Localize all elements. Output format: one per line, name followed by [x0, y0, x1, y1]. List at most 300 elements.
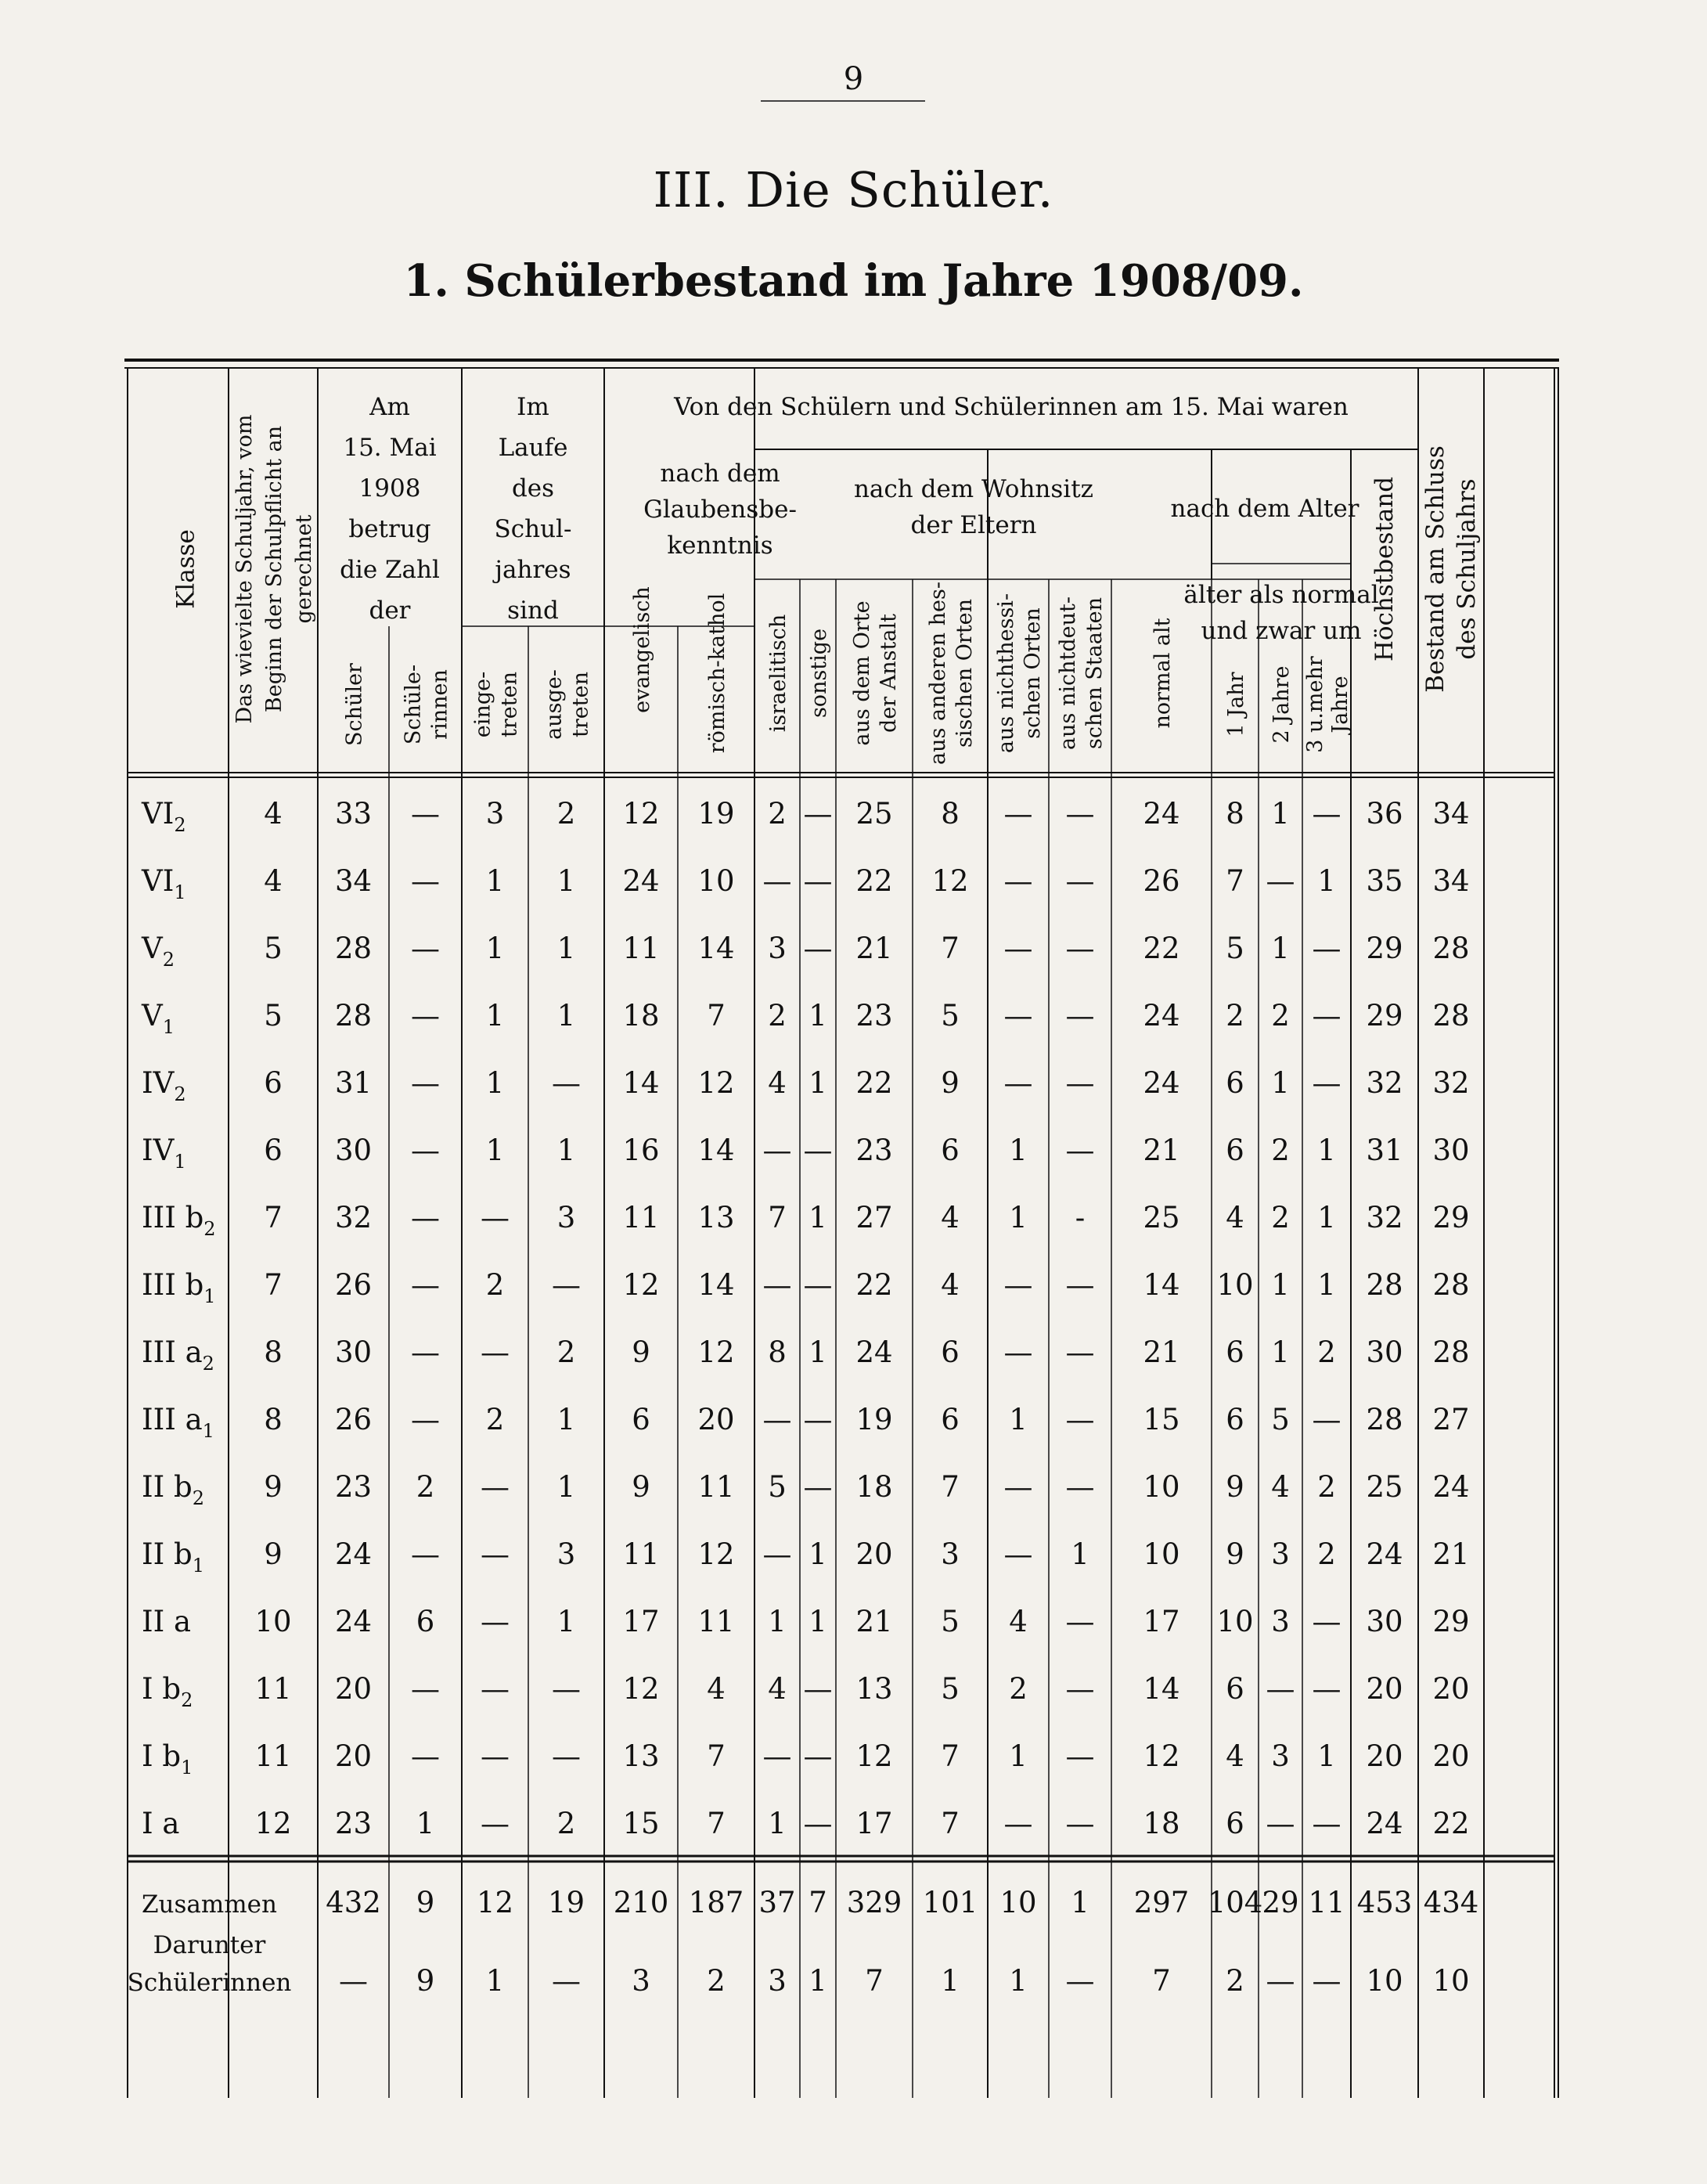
row-klasse: $IV_2$	[142, 1066, 186, 1105]
table-cell: 28	[1432, 999, 1470, 1033]
header-schueler-line: Schüler	[342, 663, 367, 746]
table-cell: 32	[334, 1201, 373, 1234]
header-alter: nach dem Alter	[1170, 495, 1359, 523]
table-cell: 34	[334, 864, 373, 898]
table-cell: —	[762, 864, 792, 898]
totals-cell: 297	[1133, 1886, 1190, 1919]
table-cell: 28	[1366, 1403, 1403, 1436]
row-klasse-subscript: 1	[202, 1420, 214, 1442]
table-cell: —	[803, 932, 833, 965]
header-schuljahr	[232, 415, 316, 724]
table-cell: 4	[264, 864, 283, 898]
table-cell: 4	[768, 1066, 787, 1100]
table-cell: —	[1003, 1537, 1033, 1571]
table-cell: 12	[697, 1066, 735, 1100]
table-cell: —	[803, 1470, 833, 1504]
row-klasse: $V_1$	[142, 999, 175, 1038]
table-cell: 2	[1009, 1672, 1028, 1706]
table-cell: 24	[1143, 999, 1180, 1033]
table-cell: 26	[1143, 864, 1180, 898]
table-cell: —	[411, 932, 440, 965]
header-nichthessischen-line: schen Orten	[1021, 607, 1045, 739]
table-cell: 22	[855, 1066, 893, 1100]
table-cell: 1	[1071, 1537, 1089, 1571]
table-cell: 13	[855, 1672, 893, 1706]
table-cell: 28	[1432, 1335, 1470, 1369]
header-1-jahr-line: 1 Jahr	[1224, 672, 1248, 737]
header-orte-anstalt-line: aus dem Orte	[850, 600, 874, 746]
table-cell: 6	[632, 1403, 650, 1436]
table-cell: 29	[1432, 1201, 1470, 1234]
header-hoechstbestand-line: Höchstbestand	[1370, 476, 1399, 662]
table-cell: 31	[1366, 1133, 1403, 1167]
header-bestand-schluss-line: des Schuljahrs	[1453, 478, 1481, 660]
table-cell: 4	[941, 1268, 960, 1302]
table-cell: 2	[1317, 1335, 1336, 1369]
table-cell: 7	[707, 1739, 726, 1773]
table-cell: 24	[334, 1537, 373, 1571]
table-cell: 1	[768, 1605, 787, 1638]
table-cell: 1	[808, 1537, 827, 1571]
table-cell: 4	[1226, 1739, 1244, 1773]
table-cell: —	[1003, 864, 1033, 898]
table-cell: 10	[1143, 1470, 1180, 1504]
table-cell: 9	[632, 1470, 650, 1504]
table-cell: 9	[632, 1335, 650, 1369]
table-cell: 30	[334, 1335, 373, 1369]
table-cell: 8	[768, 1335, 787, 1369]
header-3-jahre	[1303, 656, 1352, 753]
table-cell: 1	[556, 932, 576, 965]
table-cell: 7	[707, 1807, 726, 1840]
header-1-jahr	[1224, 672, 1248, 737]
darunter-cell: 1	[808, 1964, 827, 1998]
table-cell: 1	[1271, 797, 1290, 831]
table-cell: —	[411, 1739, 440, 1773]
table-cell: 3	[556, 1537, 576, 1571]
table-cell: 6	[1226, 1403, 1244, 1436]
header-eingetreten-line: treten	[497, 672, 522, 737]
row-klasse-subscript: 2	[192, 1487, 204, 1509]
table-cell: 15	[622, 1807, 660, 1840]
totals-cell: 1	[1071, 1886, 1089, 1919]
header-sonstige	[807, 629, 831, 718]
table-cell: 30	[334, 1133, 373, 1167]
table-cell: —	[1003, 932, 1033, 965]
table-cell: 28	[1432, 1268, 1470, 1302]
table-cell: 2	[1317, 1537, 1336, 1571]
table-cell: 15	[1143, 1403, 1180, 1436]
header-im: Laufe	[498, 434, 568, 462]
darunter-cell: 9	[416, 1964, 435, 1998]
table-cell: 32	[1432, 1066, 1470, 1100]
table-cell: 32	[1366, 1066, 1403, 1100]
table-cell: 25	[1366, 1470, 1403, 1504]
table-cell: 1	[556, 999, 576, 1033]
table-cell: —	[803, 1403, 833, 1436]
row-klasse: $V_2$	[142, 932, 175, 971]
table-cell: 1	[1009, 1739, 1028, 1773]
darunter-cell: 7	[1152, 1964, 1171, 1998]
darunter-cell: —	[1266, 1964, 1295, 1998]
table-cell: —	[411, 1335, 440, 1369]
table-cell: 1	[1317, 864, 1336, 898]
header-aelter: und zwar um	[1201, 617, 1362, 645]
table-cell: —	[1266, 1672, 1295, 1706]
table-cell: —	[1065, 1807, 1095, 1840]
header-orte-anstalt-line: der Anstalt	[877, 614, 901, 733]
table-cell: —	[1065, 1335, 1095, 1369]
table-cell: —	[481, 1335, 510, 1369]
table-cell: 12	[622, 797, 660, 831]
table-cell: —	[411, 1537, 440, 1571]
table-cell: 5	[768, 1470, 787, 1504]
table-cell: 8	[264, 1335, 283, 1369]
table-cell: 4	[1226, 1201, 1244, 1234]
darunter-cell: —	[552, 1964, 581, 1998]
table-cell: —	[1065, 864, 1095, 898]
table-cell: 5	[941, 1605, 960, 1638]
header-nichthessischen-line: aus nichthessi-	[994, 593, 1018, 754]
table-cell: 1	[485, 864, 505, 898]
table-cell: —	[1065, 1133, 1095, 1167]
table-cell: —	[1003, 1470, 1033, 1504]
header-am: der	[369, 596, 411, 625]
table-cell: 1	[808, 1335, 827, 1369]
totals-cell: 210	[613, 1886, 669, 1919]
totals-cell: 104	[1207, 1886, 1263, 1919]
table-cell: 4	[1271, 1470, 1290, 1504]
table-cell: 25	[1143, 1201, 1180, 1234]
table-cell: —	[1065, 1672, 1095, 1706]
table-cell: 1	[1009, 1201, 1028, 1234]
table-cell: —	[1312, 1605, 1341, 1638]
table-cell: 23	[334, 1807, 373, 1840]
header-wohnsitz: nach dem Wohnsitz	[853, 475, 1094, 503]
table-cell: 16	[622, 1133, 660, 1167]
header-schueler	[343, 663, 367, 746]
header-katholisch-line: römisch-kathol	[705, 593, 729, 754]
table-cell: 28	[1432, 932, 1470, 965]
totals-label: Zusammen	[142, 1890, 277, 1919]
table-cell: 12	[254, 1807, 292, 1840]
table-cell: 21	[855, 932, 893, 965]
header-eingetreten-line: einge-	[470, 671, 495, 738]
table-cell: 7	[941, 932, 960, 965]
header-bestand-schluss-line: Bestand am Schluss	[1421, 445, 1450, 693]
table-cell: 9	[1226, 1470, 1244, 1504]
subsection-title: 1. Schülerbestand im Jahre 1908/09.	[403, 255, 1304, 307]
table-cell: 1	[1271, 1335, 1290, 1369]
table-cell: 22	[855, 1268, 893, 1302]
table-cell: —	[1065, 932, 1095, 965]
table-cell: —	[1065, 1268, 1095, 1302]
table-cell: —	[1003, 1066, 1033, 1100]
row-klasse-subscript: 2	[162, 949, 175, 971]
table-cell: 20	[855, 1537, 893, 1571]
table-cell: 32	[1366, 1201, 1403, 1234]
table-cell: —	[803, 1268, 833, 1302]
table-cell: 6	[941, 1335, 960, 1369]
row-klasse: III $b_1$	[142, 1268, 216, 1307]
header-glauben: Glaubensbe-	[643, 496, 797, 524]
table-cell: —	[411, 999, 440, 1033]
totals-cell: 19	[547, 1886, 585, 1919]
header-evangelisch	[630, 586, 654, 713]
header-glauben: kenntnis	[667, 532, 773, 560]
table-cell: 20	[334, 1672, 373, 1706]
table-cell: 21	[1143, 1335, 1180, 1369]
table-cell: —	[1065, 1470, 1095, 1504]
table-cell: 3	[485, 797, 505, 831]
header-normal-alt-line: normal alt	[1151, 618, 1175, 729]
table-cell: 1	[1317, 1268, 1336, 1302]
row-klasse: $IV_1$	[142, 1133, 186, 1173]
table-cell: 2	[1271, 1201, 1290, 1234]
totals-cell: 12	[476, 1886, 514, 1919]
header-nichthessischen	[994, 593, 1045, 753]
table-cell: 1	[556, 1403, 576, 1436]
totals-cell: 9	[416, 1886, 435, 1919]
table-cell: 27	[1432, 1403, 1470, 1436]
table-cell: 14	[1143, 1268, 1180, 1302]
table-cell: 23	[855, 1133, 893, 1167]
table-cell: 7	[768, 1201, 787, 1234]
darunter-cell: 7	[865, 1964, 884, 1998]
darunter-cell: 1	[941, 1964, 960, 1998]
table-cell: 6	[1226, 1672, 1244, 1706]
darunter-cell: 1	[1009, 1964, 1028, 1998]
table-cell: 3	[1271, 1537, 1290, 1571]
totals-cell: 329	[846, 1886, 902, 1919]
totals-cell: 7	[808, 1886, 827, 1919]
table-cell: 7	[264, 1268, 283, 1302]
header-normal-alt	[1151, 618, 1175, 728]
header-orte-anstalt	[850, 600, 901, 745]
table-cell: 34	[1432, 797, 1470, 831]
table-cell: 11	[254, 1672, 292, 1706]
header-am: betrug	[348, 515, 431, 543]
table-cell: 12	[697, 1537, 735, 1571]
row-klasse-subscript: 2	[181, 1689, 193, 1711]
table-cell: 23	[855, 999, 893, 1033]
table-cell: —	[411, 1268, 440, 1302]
table-cell: 7	[941, 1470, 960, 1504]
table-cell: 1	[556, 864, 576, 898]
table-cell: 11	[622, 1201, 660, 1234]
table-cell: 34	[1432, 864, 1470, 898]
table-cell: 12	[697, 1335, 735, 1369]
table-cell: —	[411, 797, 440, 831]
header-2-jahre	[1269, 666, 1294, 744]
table-cell: —	[803, 797, 833, 831]
table-cell: 11	[622, 1537, 660, 1571]
table-cell: 6	[941, 1133, 960, 1167]
table-cell: 17	[855, 1807, 893, 1840]
table-cell: 26	[334, 1268, 373, 1302]
table-cell: 11	[697, 1470, 735, 1504]
table-cell: —	[762, 1133, 792, 1167]
header-klasse	[172, 529, 200, 609]
header-im: Schul-	[494, 515, 572, 543]
table-cell: 10	[1216, 1605, 1254, 1638]
table-cell: —	[1266, 864, 1295, 898]
darunter-cell: 10	[1432, 1964, 1470, 1998]
header-am: 15. Mai	[343, 434, 437, 462]
table-cell: —	[481, 1201, 510, 1234]
table-cell: 5	[1226, 932, 1244, 965]
table-cell: 1	[808, 1066, 827, 1100]
table-cell: 17	[1143, 1605, 1180, 1638]
table-cell: 12	[622, 1268, 660, 1302]
table-cell: —	[1065, 999, 1095, 1033]
table-cell: 27	[855, 1201, 893, 1234]
header-im: jahres	[495, 556, 571, 584]
totals-cell: 453	[1356, 1886, 1413, 1919]
table-cell: 4	[264, 797, 283, 831]
table-cell: 2	[556, 1335, 576, 1369]
table-cell: 7	[941, 1807, 960, 1840]
table-cell: 29	[1366, 932, 1403, 965]
table-cell: 3	[941, 1537, 960, 1571]
totals-cell: 37	[758, 1886, 796, 1919]
header-bestand-schluss	[1421, 445, 1481, 693]
header-israelitisch-line: israelitisch	[766, 614, 790, 733]
header-katholisch	[705, 593, 729, 753]
table-cell: 19	[855, 1403, 893, 1436]
table-cell: 30	[1366, 1605, 1403, 1638]
header-nichtdeutschen	[1056, 596, 1107, 750]
table-cell: 4	[768, 1672, 787, 1706]
table-cell: —	[803, 1133, 833, 1167]
table-cell: —	[1003, 1268, 1033, 1302]
table-cell: 12	[622, 1672, 660, 1706]
row-klasse: I $b_1$	[142, 1739, 193, 1779]
table-cell: 2	[1226, 999, 1244, 1033]
darunter-cell: —	[1065, 1964, 1095, 1998]
table-cell: —	[411, 864, 440, 898]
table-cell: 28	[334, 932, 373, 965]
table-cell: 11	[697, 1605, 735, 1638]
row-klasse-subscript: 1	[174, 881, 186, 903]
table-cell: 1	[416, 1807, 435, 1840]
totals-cell: 11	[1308, 1886, 1345, 1919]
header-ausgetreten-line: ausge-	[542, 669, 567, 740]
darunter-cell: —	[1312, 1964, 1341, 1998]
table-cell: 24	[1366, 1537, 1403, 1571]
table-cell: 6	[264, 1133, 283, 1167]
header-schuelerinnen-line: rinnen	[427, 669, 452, 740]
row-klasse-subscript: 1	[162, 1016, 175, 1038]
header-israelitisch	[766, 614, 790, 733]
table-cell: 1	[808, 1201, 827, 1234]
table-cell: 1	[556, 1133, 576, 1167]
table-cell: 6	[941, 1403, 960, 1436]
darunter-label: Schülerinnen	[127, 1969, 292, 1997]
table-cell: 14	[697, 1268, 735, 1302]
table-cell: 25	[855, 797, 893, 831]
totals-cell: 434	[1423, 1886, 1479, 1919]
table-cell: 20	[334, 1739, 373, 1773]
table-cell: 5	[264, 999, 283, 1033]
table-cell: —	[803, 864, 833, 898]
table-cell: 24	[1143, 797, 1180, 831]
table-cell: 1	[768, 1807, 787, 1840]
row-klasse: III $b_2$	[142, 1201, 216, 1240]
table-cell: 7	[1226, 864, 1244, 898]
table-cell: 3	[768, 932, 787, 965]
table-cell: —	[803, 1739, 833, 1773]
table-cell: —	[552, 1268, 581, 1302]
table-cell: 1	[1271, 1066, 1290, 1100]
header-von-den: Von den Schülern und Schülerinnen am 15. Mai waren	[674, 393, 1349, 421]
table-cell: 8	[264, 1403, 283, 1436]
table-cell: 20	[697, 1403, 735, 1436]
table-cell: 7	[264, 1201, 283, 1234]
header-schuljahr-line: Beginn der Schulpflicht an	[262, 425, 286, 713]
table-cell: 24	[855, 1335, 893, 1369]
totals-cell: 101	[922, 1886, 978, 1919]
header-am: 1908	[358, 474, 421, 503]
table-cell: —	[1065, 1739, 1095, 1773]
table-cell: 4	[707, 1672, 726, 1706]
header-3-jahre-line: Jahre	[1328, 676, 1352, 733]
section-title: III. Die Schüler.	[653, 161, 1054, 218]
table-cell: —	[1065, 1605, 1095, 1638]
header-schuelerinnen-line: Schüle-	[401, 664, 426, 745]
header-klasse-line: Klasse	[171, 529, 200, 609]
table-cell: —	[411, 1403, 440, 1436]
table-cell: 29	[1432, 1605, 1470, 1638]
table-cell: 20	[1366, 1739, 1403, 1773]
table-cell: 10	[1143, 1537, 1180, 1571]
header-eingetreten	[471, 672, 522, 737]
table-cell: —	[762, 1739, 792, 1773]
row-klasse-subscript: 1	[174, 1151, 186, 1173]
table-cell: 7	[707, 999, 726, 1033]
table-cell: 10	[254, 1605, 292, 1638]
table-cell: 1	[485, 1133, 505, 1167]
table-cell: 13	[622, 1739, 660, 1773]
table-cell: —	[803, 1807, 833, 1840]
table-cell: 21	[1432, 1537, 1470, 1571]
row-klasse-subscript: 2	[203, 1218, 216, 1240]
table-cell: —	[411, 1672, 440, 1706]
darunter-cell: 10	[1366, 1964, 1403, 1998]
row-klasse-subscript: 2	[202, 1353, 214, 1375]
row-klasse: II $b_2$	[142, 1470, 204, 1509]
table-cell: 31	[334, 1066, 373, 1100]
table-cell: —	[1312, 1807, 1341, 1840]
table-cell: 5	[941, 999, 960, 1033]
header-hessischen-line: aus anderen hes-	[926, 582, 950, 765]
table-cell: —	[1003, 797, 1033, 831]
table-cell: 21	[855, 1605, 893, 1638]
header-im: des	[511, 474, 555, 503]
row-klasse: III $a_1$	[142, 1403, 214, 1442]
table-cell: 6	[1226, 1335, 1244, 1369]
table-cell: 1	[808, 1605, 827, 1638]
table-cell: 3	[1271, 1605, 1290, 1638]
table-cell: 20	[1432, 1672, 1470, 1706]
row-klasse: $VI_1$	[142, 864, 186, 903]
table-cell: —	[481, 1739, 510, 1773]
totals-cell: 187	[688, 1886, 744, 1919]
table-cell: —	[481, 1672, 510, 1706]
row-klasse: II a	[142, 1605, 192, 1638]
table-cell: 3	[556, 1201, 576, 1234]
darunter-cell: 2	[707, 1964, 726, 1998]
